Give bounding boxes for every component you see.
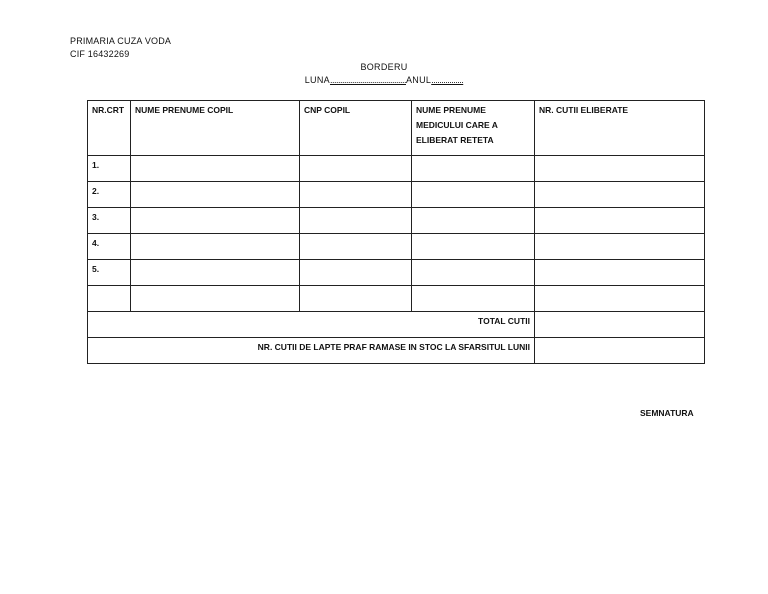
cell-cnp[interactable] [300, 260, 412, 286]
table-row [88, 208, 705, 234]
cell-doctor[interactable] [412, 156, 535, 182]
cell-boxes[interactable] [535, 286, 705, 312]
cell-doctor[interactable] [412, 234, 535, 260]
table-row [88, 260, 705, 286]
col-header-doctor: NUME PRENUME MEDICULUI CARE A ELIBERAT RETETA [412, 101, 535, 156]
cell-child-name[interactable] [131, 156, 300, 182]
signature-label: SEMNATURA [640, 408, 694, 418]
cell-child-name[interactable] [131, 260, 300, 286]
register-table [87, 100, 705, 364]
row-number: 3. [88, 208, 131, 234]
cell-cnp[interactable] [300, 208, 412, 234]
col-header-cnp: CNP COPIL [300, 101, 412, 156]
stock-row [88, 338, 705, 364]
institution-name: PRIMARIA CUZA VODA [70, 36, 172, 46]
cell-boxes[interactable] [535, 156, 705, 182]
cell-child-name[interactable] [131, 208, 300, 234]
year-blank: ................ [431, 75, 464, 85]
row-number: 5. [88, 260, 131, 286]
row-number: 4. [88, 234, 131, 260]
table-row [88, 286, 705, 312]
row-number [88, 286, 131, 312]
cell-doctor[interactable] [412, 286, 535, 312]
cell-doctor[interactable] [412, 260, 535, 286]
cell-cnp[interactable] [300, 286, 412, 312]
total-label: TOTAL CUTII [88, 312, 535, 338]
cell-cnp[interactable] [300, 182, 412, 208]
col-header-nr: NR.CRT [88, 101, 131, 156]
table-row [88, 234, 705, 260]
cell-child-name[interactable] [131, 286, 300, 312]
fiscal-code: CIF 16432269 [70, 49, 130, 59]
cell-boxes[interactable] [535, 234, 705, 260]
stock-value-cell[interactable] [535, 338, 705, 364]
document-title: BORDERU [360, 62, 408, 72]
month-label: LUNA [304, 75, 330, 85]
total-value-cell[interactable] [535, 312, 705, 338]
cell-doctor[interactable] [412, 182, 535, 208]
table-row [88, 182, 705, 208]
period-line [0, 75, 768, 85]
col-header-boxes: NR. CUTII ELIBERATE [535, 101, 705, 156]
total-row [88, 312, 705, 338]
stock-label: NR. CUTII DE LAPTE PRAF RAMASE IN STOC LA SFARSITUL LUNII [88, 338, 535, 364]
row-number: 1. [88, 156, 131, 182]
col-header-child-name: NUME PRENUME COPIL [131, 101, 300, 156]
cell-boxes[interactable] [535, 260, 705, 286]
cell-cnp[interactable] [300, 156, 412, 182]
cell-cnp[interactable] [300, 234, 412, 260]
month-blank: ...................................... [329, 75, 406, 85]
cell-child-name[interactable] [131, 234, 300, 260]
cell-boxes[interactable] [535, 182, 705, 208]
table-row [88, 156, 705, 182]
year-label: ANUL [406, 75, 432, 85]
cell-boxes[interactable] [535, 208, 705, 234]
cell-child-name[interactable] [131, 182, 300, 208]
table-header-row [88, 101, 705, 156]
row-number: 2. [88, 182, 131, 208]
cell-doctor[interactable] [412, 208, 535, 234]
